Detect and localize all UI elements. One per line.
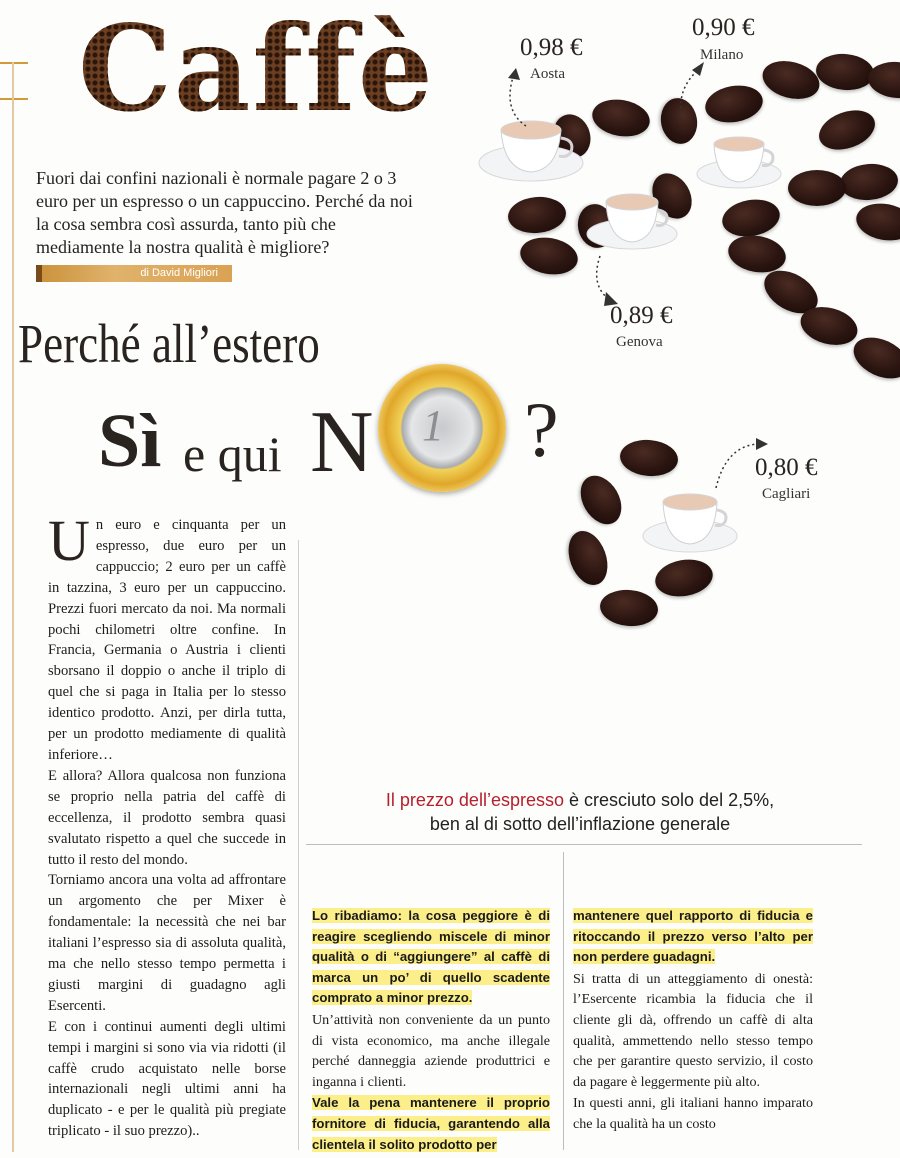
price-cagliari: 0,80 € (755, 454, 818, 481)
col3-paragraph: In questi anni, gli italiani hanno imparato che la qualità ha un costo (573, 1095, 813, 1132)
byline: di David Migliori (36, 265, 232, 282)
column-divider (563, 852, 564, 1150)
pull-quote-text: ben al di sotto dell’inflazione generale (429, 814, 731, 834)
city-cagliari: Cagliari (762, 486, 811, 502)
pull-quote (300, 788, 860, 836)
col3-paragraph: Si tratta di un atteggiamento di onestà: l’Esercente ricambia la fiducia che il cliente gli dà, offrendo un caffè di alta qualità, ammettendo nello stesso tempo che per garantire questo servizio, il costo da pagare è leggermente più alto. (573, 970, 813, 1090)
city-milano: Milano (700, 47, 744, 63)
intro-text: Fuori dai confini nazionali è normale pagare 2 o 3 euro per un espresso o un cappuccino. Perché da noi la cosa sembra così assurda, tanto più che mediamente la nostra qualità è migliore? (36, 168, 413, 257)
article-column-2 (312, 906, 550, 1156)
col1-paragraph: E allora? Allora qualcosa non funziona se proprio nella patria del caffè di eccellenza, il prodotto sembra quasi svalutato rispetto a quel che succede in tutto il resto del mondo. (48, 767, 286, 868)
euro-coin-icon (378, 364, 506, 492)
col1-paragraph: Torniamo ancora una volta ad affrontare un argomento che per Mixer è fondamentale: la necessità che nei bar italiani l’espresso sia di assoluta qualità, ma che nello stesso tempo permetta i giusti margini di guadagno agli Esercenti. (48, 872, 286, 1014)
article-column-1 (48, 508, 286, 1142)
highlighted-text: Vale la pena mantenere il proprio fornitore di fiducia, garantendo alla clientela il solito prodotto per (312, 1095, 550, 1152)
headline-si: Sì (98, 399, 162, 483)
price-aosta: 0,98 € (520, 34, 583, 61)
pull-quote-text: è cresciuto solo del 2,5%, (563, 790, 775, 810)
espresso-cup-icon (584, 186, 680, 256)
col1-paragraph: n euro e cinquanta per un espresso, due euro per un cappuccio; 2 euro per un caffè in tazzina, 3 euro per un cappuccino. Prezzi fuori mercato da noi. Ma normali pochi chilometri oltre confine. In Francia, Germania o Austria i clienti sborsano il doppio o anche il triplo di quel che si paga in Italia per lo stesso identico prodotto. Anzi, per dirla tutta, per un prodotto mediamente di qualità inferiore… (48, 517, 286, 763)
col2-paragraph: Un’attività non conveniente da un punto di vista economico, ma anche illegale perché danneggia aziende produttrici e inganna i clienti. (312, 1011, 550, 1090)
drop-cap: U (48, 508, 90, 573)
page-title: Caffè (78, 0, 435, 138)
pull-quote-highlight: Il prezzo dell’espresso (385, 790, 564, 810)
horizontal-rule (306, 844, 862, 845)
headline-question-mark: ? (524, 386, 559, 473)
espresso-cup-icon (694, 128, 784, 194)
highlighted-text: Lo ribadiamo: la cosa peggiore è di reagire scegliendo miscele di minor qualità o di “aggiungere” al caffè di marca un po’ di quello scadente comprato a minor prezzo. (312, 908, 550, 1006)
coin-value: 1 (422, 401, 444, 450)
headline-line1: Perché all’estero (18, 313, 320, 374)
column-divider (298, 540, 299, 1150)
article-column-3 (573, 906, 813, 1136)
city-aosta: Aosta (530, 66, 565, 82)
espresso-cup-icon (640, 486, 740, 558)
highlighted-text: mantenere quel rapporto di fiducia e ritoccando il prezzo verso l’alto per non perdere guadagni. (573, 908, 813, 965)
price-milano: 0,90 € (692, 14, 755, 41)
col1-paragraph: E con i continui aumenti degli ultimi tempi i margini si sono via via ridotti (il caffè crudo acquistato nelle borse internazionali negli ultimi anni ha duplicato - e per le qualità più pregiate triplicato - il suo prezzo).. (48, 1018, 286, 1140)
headline-n: N (310, 394, 374, 491)
city-genova: Genova (616, 334, 663, 350)
headline-e-qui: e qui (183, 426, 282, 482)
price-genova: 0,89 € (610, 302, 673, 329)
